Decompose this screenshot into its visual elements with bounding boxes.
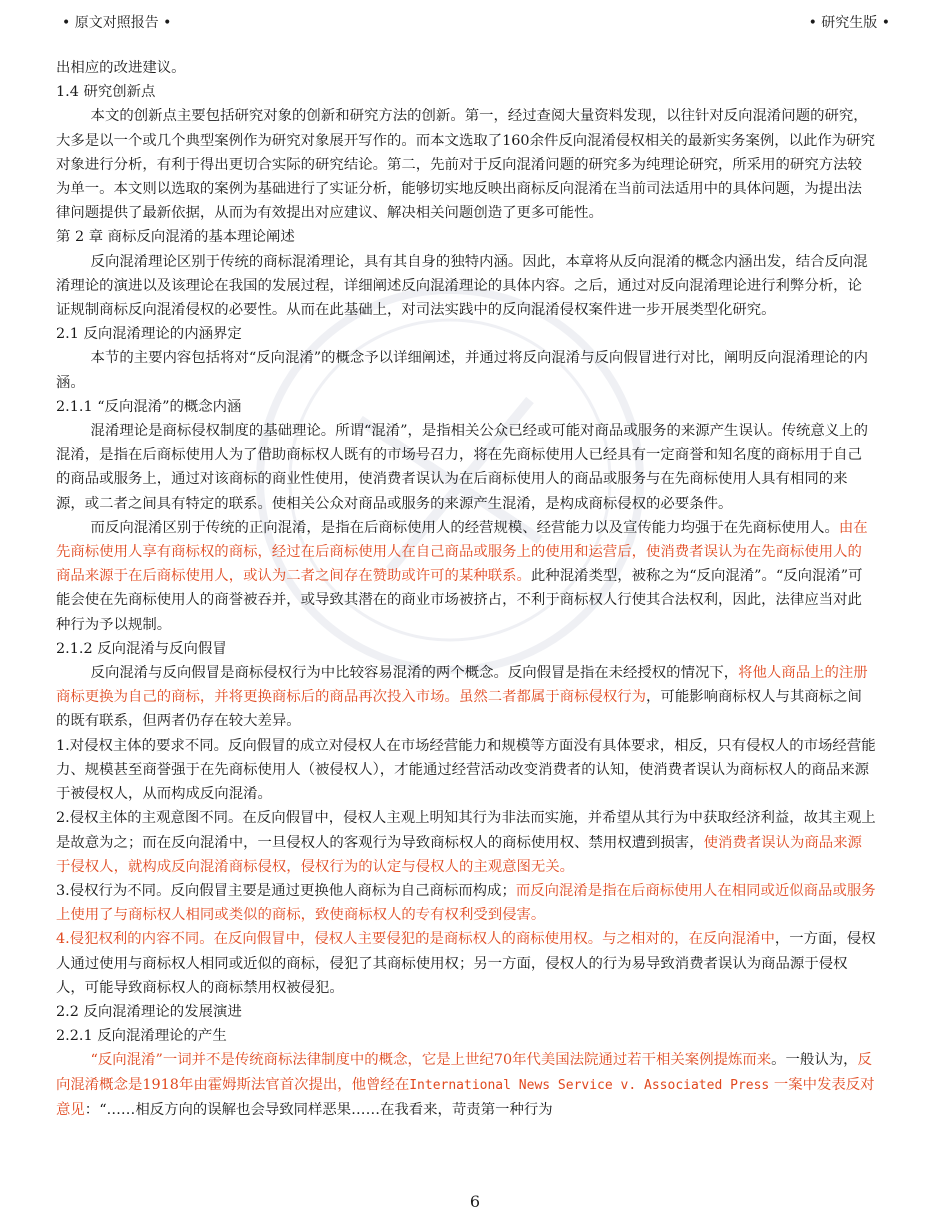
page-header bbox=[0, 0, 950, 40]
paragraph bbox=[56, 637, 876, 661]
highlighted-text: 将他人商品上的注册商标更换为自己的商标，并将更换商标后的商品再次投入市场。虽然二者都属于商标侵权行为 bbox=[56, 665, 868, 706]
highlighted-text: 使消费者误认为商品来源于侵权人，就构成反向混淆商标侵权，侵权行为的认定与侵权人的主观意图无关。 bbox=[56, 834, 862, 875]
body-text: ，可能影响商标权人与其商标之间的既有联系，但两者仍存在较大差异。 bbox=[56, 689, 862, 730]
body-text: 3.侵权行为不同。反向假冒主要是通过更换他人商标为自己商标而构成； bbox=[56, 882, 516, 899]
highlighted-text: 4.侵犯权利的内容不同。在反向假冒中，侵权人主要侵犯的是商标权人的商标使用权。与之相对的，在反向混淆中 bbox=[56, 931, 775, 948]
body-text: 2.侵权主体的主观意图不同。在反向假冒中，侵权人主观上明知其行为非法而实施，并希望从其行为中获取经济利益，故其主观上是故意为之；而在反向混淆中，一旦侵权人的客观行为导致商标权人的商标使用权、禁用权遭到损害， bbox=[56, 810, 876, 851]
body-text: 混淆理论是商标侵权制度的基础理论。所谓“混淆”，是指相关公众已经或可能对商品或服务的来源产生误认。传统意义上的混淆，是指在后商标使用人为了借助商标权人既有的市场号召力，将在先商标使用人已经具有一定商誉和知名度的商标用于自己的商品或服务上，通过对该商标的商业性使用，使消费者误认为在后商标使用人的商品或服务与在先商标使用人具有相同的来源，或二者之间具有特定的联系。使相关公众对商品或服务的来源产生混淆，是构成商标侵权的必要条件。 bbox=[56, 423, 868, 512]
body-text: 1.4 研究创新点 bbox=[56, 84, 156, 101]
highlighted-text: 而反向混淆是指在后商标使用人在相同或近似商品或服务上使用了与商标权人相同或类似的商标，致使商标权人的专有权利受到侵害。 bbox=[56, 882, 876, 924]
paragraph bbox=[56, 806, 876, 879]
paragraph bbox=[56, 516, 876, 637]
edition-label: • 研究生版 • bbox=[808, 15, 890, 31]
paragraph bbox=[56, 1048, 876, 1122]
body-text: 1.对侵权主体的要求不同。反向假冒的成立对侵权人在市场经营能力和规模等方面没有具体要求，相反，只有侵权人的市场经营能力、规模甚至商誉强于在先商标使用人（被侵权人），才能通过经营活动改变消费者的认知，使消费者误认为商标权人的商品来源于被侵权人，从而构成反向混淆。 bbox=[56, 737, 876, 803]
body-text: 此种混淆类型，被称之为“反向混淆”。“反向混淆”可能会使在先商标使用人的商誉被吞并，或导致其潜在的商业市场被挤占，不利于商标权人行使其合法权利，因此，法律应当对此种行为予以规制。 bbox=[56, 568, 863, 633]
body-text: 第 2 章 商标反向混淆的基本理论阐述 bbox=[56, 229, 295, 246]
paragraph bbox=[56, 346, 876, 394]
body-text: 反向混淆与反向假冒是商标侵权行为中比较容易混淆的两个概念。反向假冒是指在未经授权的情况下， bbox=[90, 665, 739, 682]
body-text: 反向混淆理论区别于传统的商标混淆理论，具有其自身的独特内涵。因此，本章将从反向混淆的概念内涵出发，结合反向混淆理论的演进以及该理论在我国的发展过程，详细阐述反向混淆理论的具体内容。之后，通过对反向混淆理论进行利弊分析，论证规制商标反向混淆侵权的必要性。从而在此基础上，对司法实践中的反向混淆侵权案件进一步开展类型化研究。 bbox=[56, 253, 868, 319]
paragraph bbox=[56, 322, 876, 346]
page-number: 6 bbox=[469, 1192, 481, 1211]
highlighted-text: “反向混淆”一词并不是传统商标法律制度中的概念，它是上世纪70年代美国法院通过若干相关案例提炼而来 bbox=[90, 1052, 772, 1069]
highlighted-text: 一案中发表反对意见 bbox=[56, 1076, 875, 1118]
body-text: 2.1.1 “反向混淆”的概念内涵 bbox=[56, 398, 242, 415]
paragraph bbox=[56, 225, 876, 249]
report-title: • 原文对照报告 • bbox=[62, 15, 172, 31]
paragraph bbox=[56, 661, 876, 734]
body-text: 。一般认为， bbox=[771, 1052, 858, 1069]
body-text: 本文的创新点主要包括研究对象的创新和研究方法的创新。第一，经过查阅大量资料发现，以往针对反向混淆问题的研究，大多是以一个或几个典型案例作为研究对象展开写作的。而本文选取了160余件反向混淆侵权相关的最新实务案例，以此作为研究对象进行分析，有利于得出更切合实际的研究结论。第二，先前对于反向混淆问题的研究多为纯理论研究，所采用的研究方法较为单一。本文则以选取的案例为基础进行了实证分析，能够切实地反映出商标反向混淆在当前司法适用中的具体问题，为提出法律问题提供了最新依据，从而为有效提出对应建议、解决相关问题创造了更多可能性。 bbox=[56, 108, 875, 222]
body-text: 2.1 反向混淆理论的内涵界定 bbox=[56, 326, 242, 343]
paragraph bbox=[56, 927, 876, 1000]
body-text: 2.2.1 反向混淆理论的产生 bbox=[56, 1028, 227, 1045]
paragraph bbox=[56, 1000, 876, 1024]
paragraph bbox=[56, 250, 876, 323]
body-text: ，一方面，侵权人通过使用与商标权人相同或近似的商标，侵犯了其商标使用权；另一方面，侵权人的行为易导致消费者误认为商品源于侵权人，可能导致商标权人的商标禁用权被侵犯。 bbox=[56, 931, 876, 996]
body-text: 2.2 反向混淆理论的发展演进 bbox=[56, 1003, 242, 1020]
paragraph bbox=[56, 104, 876, 225]
paragraph bbox=[56, 879, 876, 927]
paragraph bbox=[56, 1024, 876, 1048]
paragraph bbox=[56, 419, 876, 516]
body-text: ：“……相反方向的误解也会导致同样恶果……在我看来，苛责第一种行为 bbox=[84, 1101, 553, 1118]
paragraph bbox=[56, 395, 876, 419]
body-text: 而反向混淆区别于传统的正向混淆，是指在后商标使用人的经营规模、经营能力以及宣传能力均强于在先商标使用人。 bbox=[90, 519, 839, 536]
paragraph bbox=[56, 734, 876, 807]
body-text: 出相应的改进建议。 bbox=[56, 60, 186, 76]
body-text: 本节的主要内容包括将对“反向混淆”的概念予以详细阐述，并通过将反向混淆与反向假冒进行对比，阐明反向混淆理论的内涵。 bbox=[56, 350, 868, 391]
highlighted-text: 反向混淆概念是1918年由霍姆斯法官首次提出，他曾经在 bbox=[56, 1052, 872, 1093]
body-text: 2.1.2 反向混淆与反向假冒 bbox=[56, 640, 227, 657]
highlighted-text: International News Service v. Associated Press bbox=[409, 1077, 770, 1093]
paragraph bbox=[56, 56, 876, 80]
highlighted-text: 由在先商标使用人享有商标权的商标，经过在后商标使用人在自己商品或服务上的使用和运营后，使消费者误认为在先商标使用人的商品来源于在后商标使用人，或认为二者之间存在赞助或许可的某种联系。 bbox=[56, 519, 868, 585]
document-body bbox=[56, 56, 876, 1122]
paragraph bbox=[56, 80, 876, 104]
